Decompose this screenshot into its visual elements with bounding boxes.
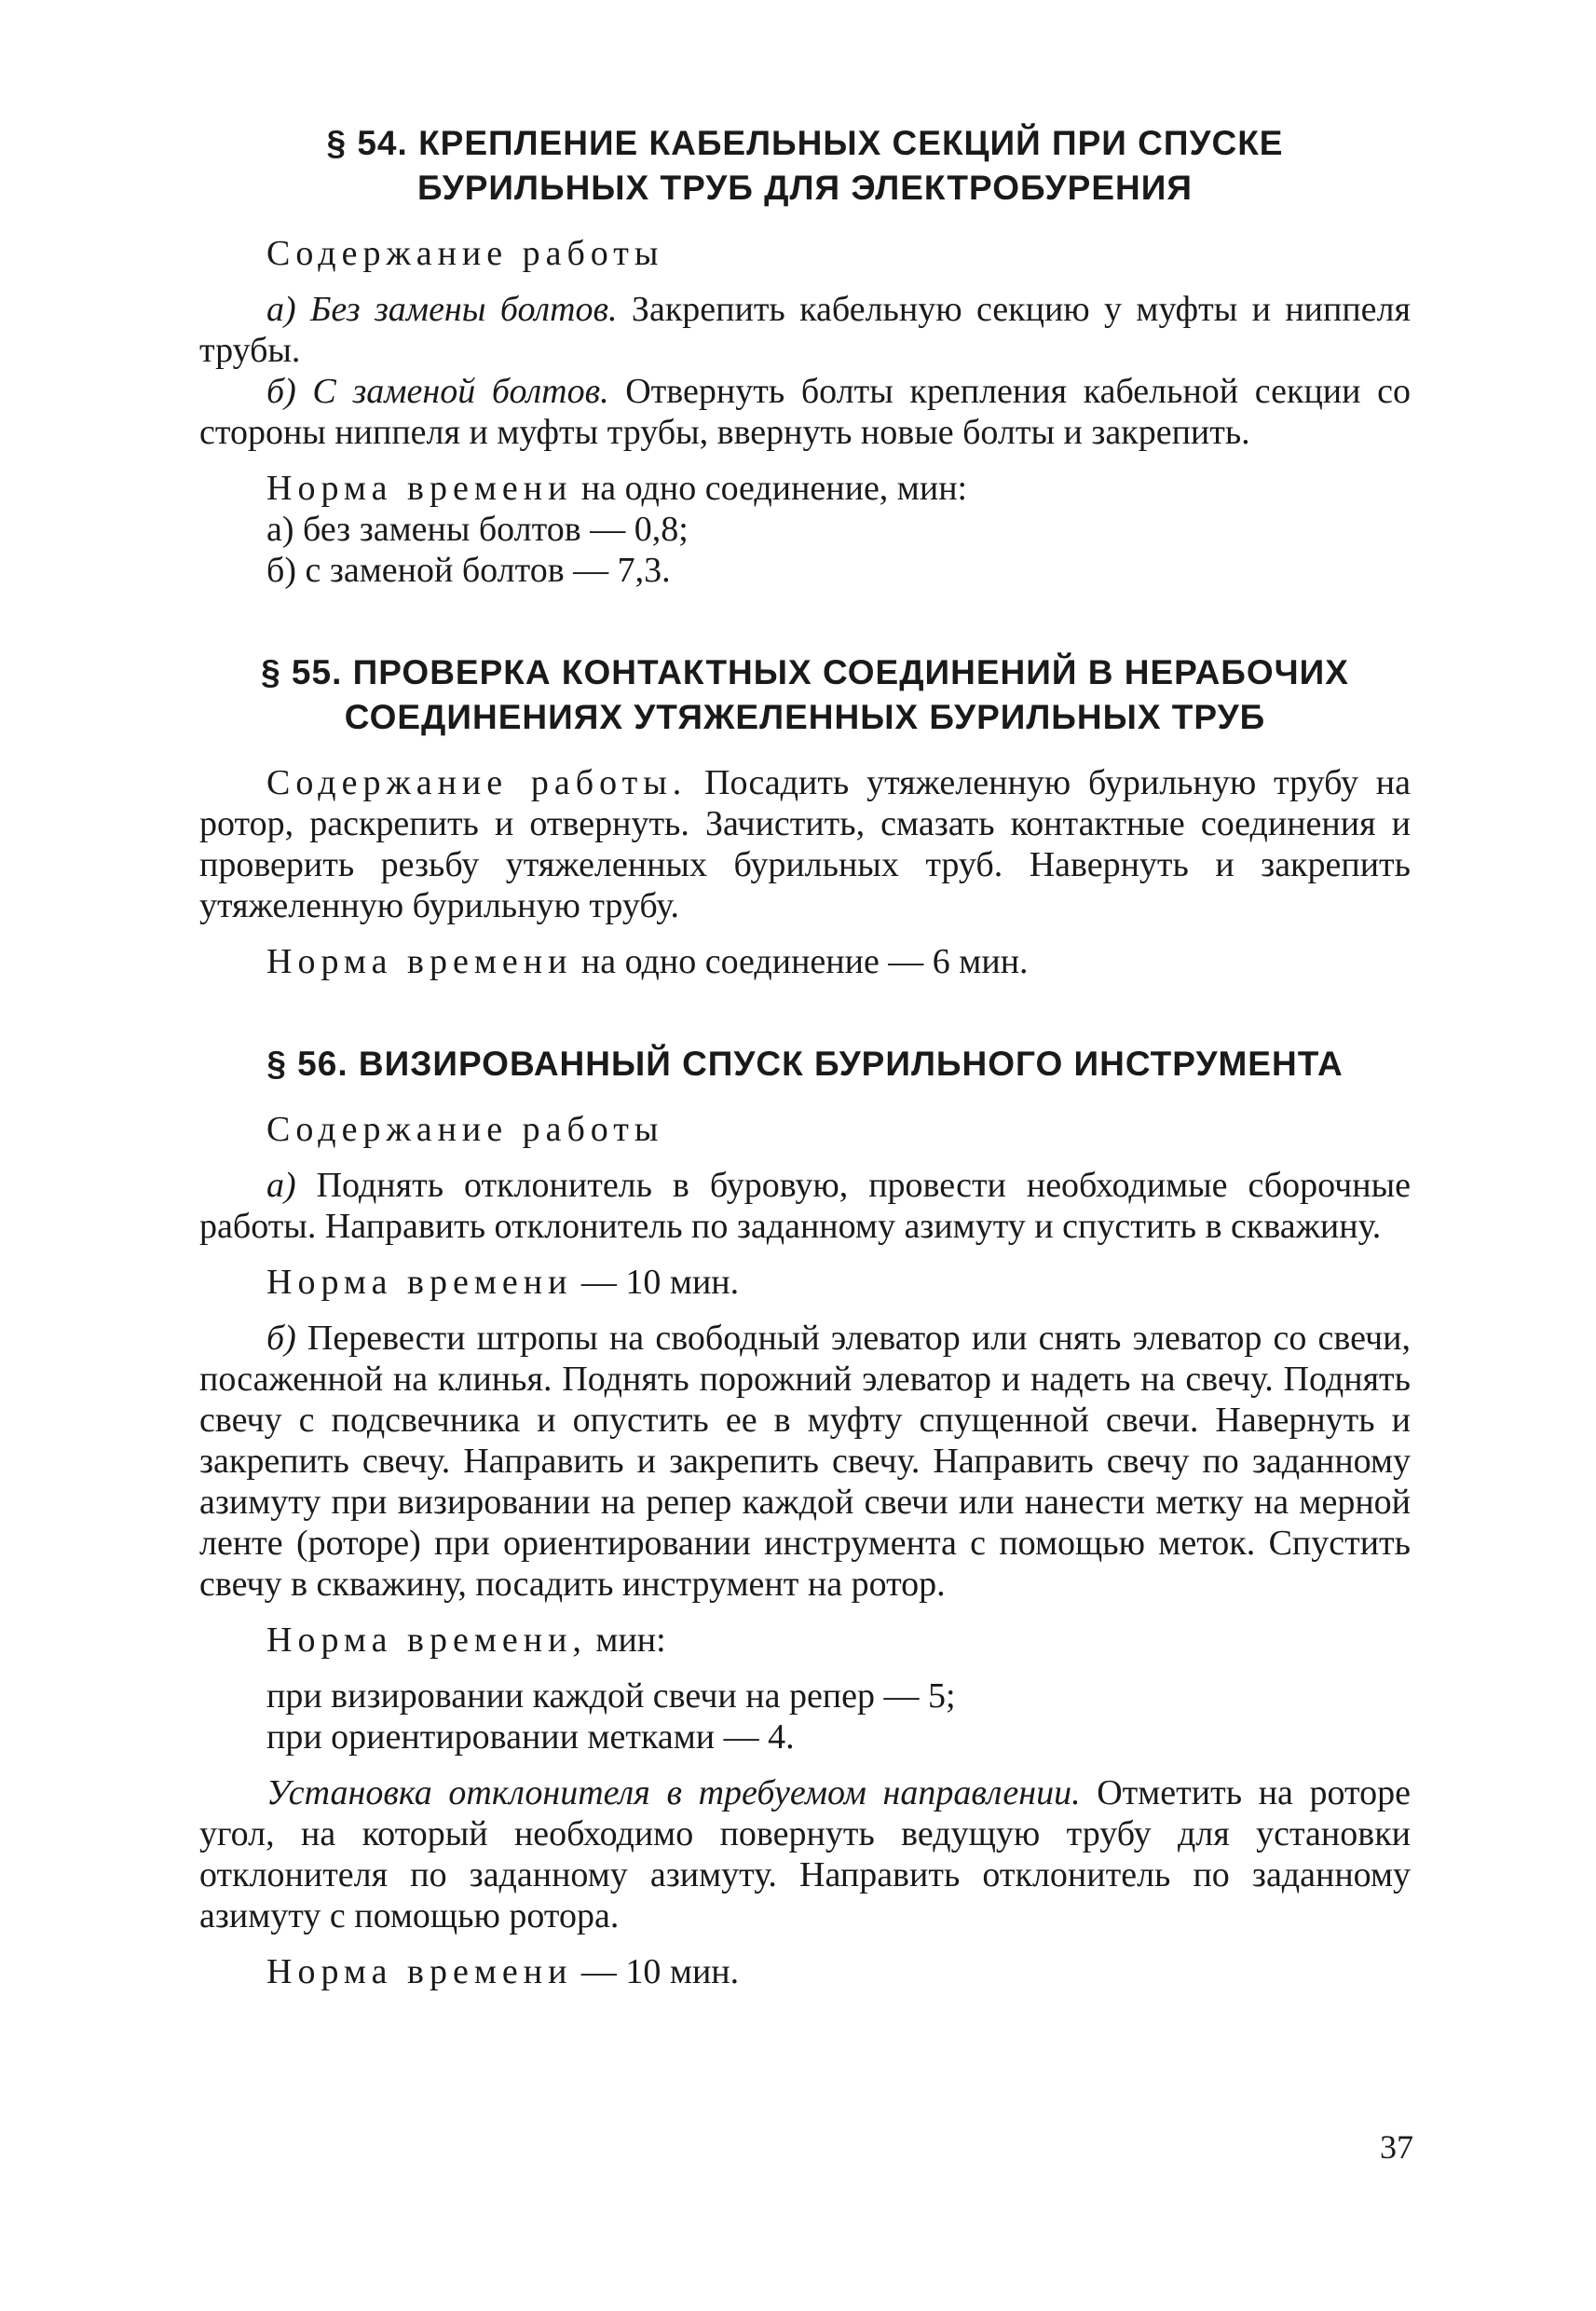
section-54-item-a: а) Без замены болтов. Закрепить кабельную секцию у муфты и ниппеля трубы.: [199, 290, 1411, 370]
norm-item-a: а) без замены болтов — 0,8;: [266, 510, 689, 549]
section-54-norm-list: [199, 509, 1411, 591]
section-56-norm-2: Норма времени, мин:: [266, 1620, 666, 1660]
section-54-title: [199, 121, 1411, 211]
section-56-norm-1: Норма времени — 10 мин.: [266, 1263, 740, 1302]
section-54-title-line1: § 54. КРЕПЛЕНИЕ КАБЕЛЬНЫХ СЕКЦИЙ ПРИ СПУСКЕ: [326, 124, 1284, 162]
section-56-norm-list: [199, 1675, 1411, 1757]
section-55-content: Содержание работы. Посадить утяжеленную бурильную трубу на ротор, раскрепить и отвернуть. Зачистить, смазать контактные соединения и проверить резьбу утяжеленных бурильных труб. Навернуть и закрепить утяжеленную бурильную трубу.: [199, 763, 1411, 925]
section-56-title: § 56. ВИЗИРОВАННЫЙ СПУСК БУРИЛЬНОГО ИНСТРУМЕНТА: [266, 1045, 1344, 1083]
section-54-norm: Норма времени на одно соединение, мин:: [266, 469, 968, 508]
section-56-install: Установка отклонителя в требуемом направлении. Отметить на роторе угол, на который необходимо повернуть ведущую трубу для установки отклонителя по заданному азимуту. Направить отклонитель по заданному азимуту с помощью ротора.: [199, 1773, 1412, 1935]
section-56-item-a: а) Поднять отклонитель в буровую, провести необходимые сборочные работы. Направить отклонитель по заданному азимуту и спустить в скважину.: [199, 1166, 1411, 1246]
section-54-title-line2: БУРИЛЬНЫХ ТРУБ ДЛЯ ЭЛЕКТРОБУРЕНИЯ: [417, 169, 1193, 207]
page-number: 37: [1380, 2128, 1413, 2166]
section-56-content-heading: Содержание работы: [266, 1110, 664, 1149]
item-b-label: б) С заменой болтов.: [266, 372, 609, 411]
page-content: [199, 121, 1411, 1992]
section-54-item-b: б) С заменой болтов. Отвернуть болты крепления кабельной секции со стороны ниппеля и муфты трубы, ввернуть новые болты и закрепить.: [199, 372, 1412, 452]
norm-item-reper: при визировании каждой свечи на репер — 5;: [266, 1676, 956, 1716]
item-a-label: а) Без замены болтов.: [266, 290, 618, 329]
section-55-norm: Норма времени на одно соединение — 6 мин.: [266, 942, 1029, 981]
section-55-title: [199, 650, 1411, 740]
norm-item-b: б) с заменой болтов — 7,3.: [266, 551, 671, 590]
section-54-content-heading: Содержание работы: [266, 234, 664, 273]
section-56-norm-3: Норма времени — 10 мин.: [266, 1952, 740, 1991]
section-55-title-line2: СОЕДИНЕНИЯХ УТЯЖЕЛЕННЫХ БУРИЛЬНЫХ ТРУБ: [344, 698, 1266, 736]
section-56-item-b: б) Перевести штропы на свободный элеватор или снять элеватор со свечи, посаженной на клинья. Поднять порожний элеватор и надеть на свечу. Поднять свечу с подсвечника и опустить ее в муфту спущенной свечи. Навернуть и закрепить свечу. Направить и закрепить свечу. Направить свечу по заданному азимуту при визировании на репер каждой свечи или нанести метку на мерной ленте (роторе) при ориентировании инструмента с помощью меток. Спустить свечу в скважину, посадить инструмент на ротор.: [199, 1319, 1411, 1604]
norm-item-marks: при ориентировании метками — 4.: [266, 1717, 795, 1757]
section-55-title-line1: § 55. ПРОВЕРКА КОНТАКТНЫХ СОЕДИНЕНИЙ В НЕРАБОЧИХ: [261, 653, 1349, 691]
